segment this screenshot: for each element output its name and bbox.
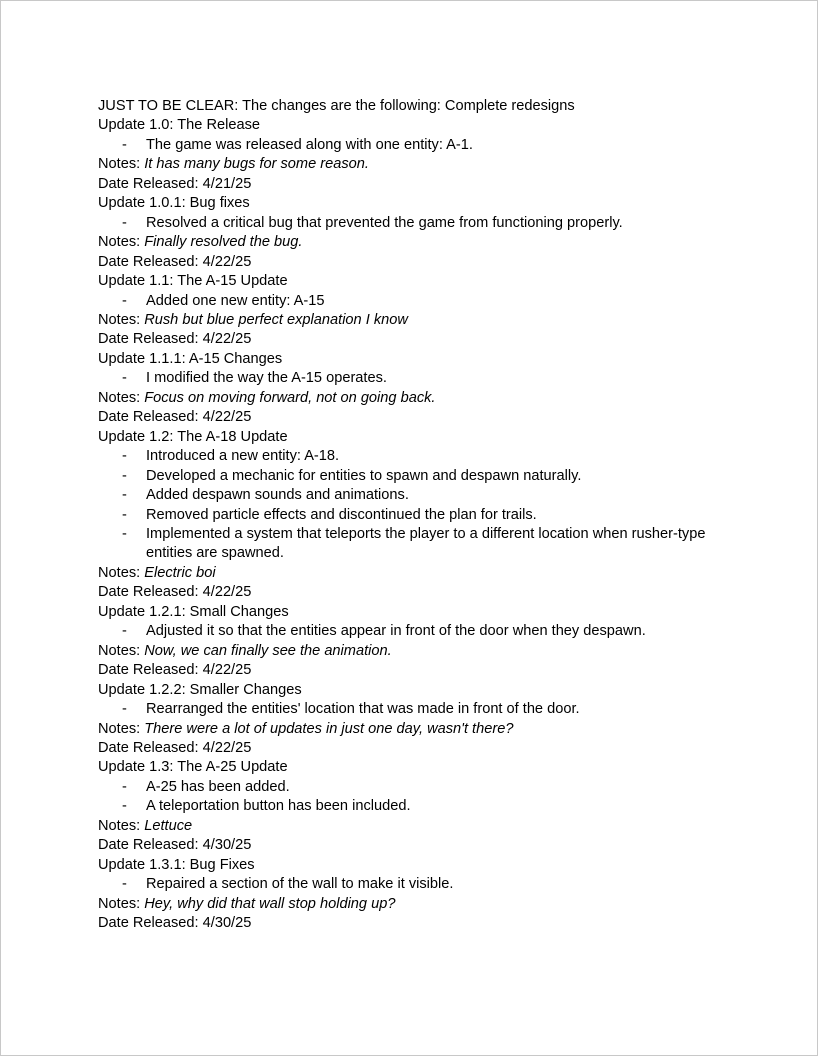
notes-line (98, 233, 738, 252)
date-released-line (98, 408, 738, 427)
notes-line (98, 389, 738, 408)
update-section (98, 272, 738, 350)
update-section (98, 194, 738, 272)
list-item (98, 486, 738, 505)
bullet-dash: - (122, 876, 127, 893)
list-item-text: I modified the way the A-15 operates. (146, 370, 387, 387)
update-title: Update 1.3: The A-25 Update (98, 759, 288, 776)
list-item-text: Adjusted it so that the entities appear in front of the door when they despawn. (146, 623, 646, 640)
change-list (98, 875, 738, 894)
update-section (98, 116, 738, 194)
notes-line (98, 720, 738, 739)
list-item (98, 136, 738, 155)
list-item-text: Implemented a system that teleports the player to a different location when rusher-type entities are spawned. (146, 525, 706, 562)
date-released-label: Date Released: (98, 915, 203, 932)
update-section (98, 856, 738, 934)
change-list (98, 778, 738, 817)
update-title: Update 1.3.1: Bug Fixes (98, 856, 255, 873)
list-item (98, 467, 738, 486)
change-list (98, 214, 738, 233)
notes-label: Notes: (98, 817, 145, 834)
bullet-dash: - (122, 214, 127, 231)
bullet-dash: - (122, 467, 127, 484)
date-released-label: Date Released: (98, 409, 203, 426)
update-section (98, 350, 738, 428)
list-item-text: Added despawn sounds and animations. (146, 487, 409, 504)
list-item-text: A-25 has been added. (146, 778, 290, 795)
bullet-dash: - (122, 292, 127, 309)
notes-line (98, 564, 738, 583)
change-list (98, 136, 738, 155)
notes-line (98, 155, 738, 174)
list-item-text: Removed particle effects and discontinued the plan for trails. (146, 506, 537, 523)
update-title: Update 1.2.1: Small Changes (98, 603, 289, 620)
notes-text: Finally resolved the bug. (144, 234, 303, 251)
date-released-value: 4/22/25 (202, 331, 252, 348)
notes-line (98, 642, 738, 661)
date-released-label: Date Released: (98, 662, 203, 679)
notes-text: Hey, why did that wall stop holding up? (144, 895, 396, 912)
notes-label: Notes: (98, 895, 145, 912)
update-title: Update 1.2: The A-18 Update (98, 428, 288, 445)
update-title: Update 1.2.2: Smaller Changes (98, 681, 302, 698)
date-released-line (98, 739, 738, 758)
date-released-line (98, 914, 738, 933)
list-item-text: Repaired a section of the wall to make it visible. (146, 876, 454, 893)
list-item (98, 506, 738, 525)
notes-label: Notes: (98, 311, 145, 328)
list-item (98, 292, 738, 311)
date-released-line (98, 661, 738, 680)
date-released-line (98, 836, 738, 855)
date-released-line (98, 330, 738, 349)
change-list (98, 292, 738, 311)
bullet-dash: - (122, 778, 127, 795)
list-item-text: Developed a mechanic for entities to spawn and despawn naturally. (146, 467, 582, 484)
date-released-value: 4/22/25 (202, 662, 252, 679)
list-item-text: The game was released along with one entity: A-1. (146, 136, 473, 153)
date-released-label: Date Released: (98, 837, 203, 854)
bullet-dash: - (122, 798, 127, 815)
bullet-dash: - (122, 623, 127, 640)
notes-label: Notes: (98, 564, 145, 581)
notes-label: Notes: (98, 720, 145, 737)
update-section (98, 428, 738, 603)
date-released-value: 4/22/25 (202, 253, 252, 270)
notes-text: Focus on moving forward, not on going back. (144, 389, 436, 406)
bullet-dash: - (122, 370, 127, 387)
date-released-label: Date Released: (98, 584, 203, 601)
update-section (98, 681, 738, 759)
update-section (98, 758, 738, 855)
date-released-value: 4/30/25 (202, 915, 252, 932)
date-released-value: 4/30/25 (202, 837, 252, 854)
bullet-dash: - (122, 701, 127, 718)
notes-label: Notes: (98, 389, 145, 406)
list-item (98, 778, 738, 797)
list-item (98, 875, 738, 894)
date-released-label: Date Released: (98, 739, 203, 756)
list-item (98, 622, 738, 641)
bullet-dash: - (122, 487, 127, 504)
bullet-dash: - (122, 506, 127, 523)
notes-text: Lettuce (144, 817, 193, 834)
bullet-dash: - (122, 448, 127, 465)
notes-label: Notes: (98, 642, 145, 659)
list-item-text: Resolved a critical bug that prevented the game from functioning properly. (146, 214, 623, 231)
list-item (98, 797, 738, 816)
list-item (98, 369, 738, 388)
notes-text: Now, we can finally see the animation. (144, 642, 392, 659)
update-section (98, 603, 738, 681)
notes-label: Notes: (98, 234, 145, 251)
notes-text: Rush but blue perfect explanation I know (144, 311, 408, 328)
notes-label: Notes: (98, 156, 145, 173)
update-title: Update 1.0: The Release (98, 117, 260, 134)
date-released-label: Date Released: (98, 253, 203, 270)
notes-text: Electric boi (144, 564, 216, 581)
list-item-text: Added one new entity: A-15 (146, 292, 325, 309)
notes-line (98, 895, 738, 914)
change-list (98, 622, 738, 641)
change-list (98, 700, 738, 719)
list-item (98, 447, 738, 466)
change-list (98, 447, 738, 564)
bullet-dash: - (122, 525, 127, 542)
update-title: Update 1.1: The A-15 Update (98, 273, 288, 290)
date-released-line (98, 175, 738, 194)
list-item-text: Rearranged the entities' location that was made in front of the door. (146, 701, 580, 718)
update-title: Update 1.1.1: A-15 Changes (98, 350, 283, 367)
notes-text: There were a lot of updates in just one day, wasn't there? (144, 720, 514, 737)
change-list (98, 369, 738, 388)
update-title: Update 1.0.1: Bug fixes (98, 195, 250, 212)
date-released-label: Date Released: (98, 175, 203, 192)
list-item (98, 214, 738, 233)
document-body (98, 97, 738, 933)
date-released-label: Date Released: (98, 331, 203, 348)
date-released-value: 4/21/25 (202, 175, 252, 192)
notes-text: It has many bugs for some reason. (144, 156, 369, 173)
date-released-value: 4/22/25 (202, 739, 252, 756)
notes-line (98, 311, 738, 330)
update-list (98, 116, 738, 933)
date-released-line (98, 583, 738, 602)
notes-line (98, 817, 738, 836)
list-item-text: Introduced a new entity: A-18. (146, 448, 340, 465)
bullet-dash: - (122, 136, 127, 153)
date-released-value: 4/22/25 (202, 409, 252, 426)
list-item (98, 525, 738, 564)
date-released-line (98, 253, 738, 272)
date-released-value: 4/22/25 (202, 584, 252, 601)
list-item (98, 700, 738, 719)
list-item-text: A teleportation button has been included. (146, 798, 411, 815)
intro-text: JUST TO BE CLEAR: The changes are the following: Complete redesigns (98, 98, 575, 114)
